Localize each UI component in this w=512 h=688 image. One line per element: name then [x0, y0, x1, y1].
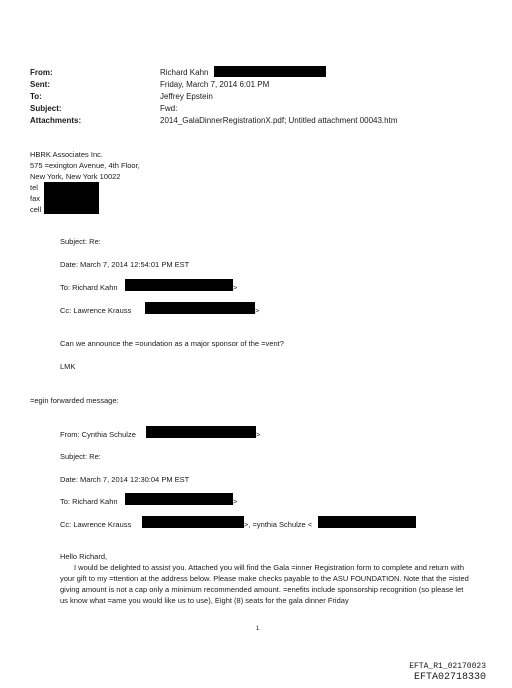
- redaction-box: [44, 182, 99, 214]
- msg1-to: To: Richard Kahn: [60, 283, 118, 292]
- attachments-value: 2014_GalaDinnerRegistrationX.pdf; Untitled attachment 00043.htm: [160, 116, 398, 125]
- to-label: To:: [30, 92, 42, 101]
- redaction-box: [145, 302, 255, 314]
- msg2-from: From: Cynthia Schulze: [60, 430, 136, 439]
- msg1-body: Can we announce the =oundation as a major sponsor of the =vent?: [60, 339, 284, 348]
- msg2-subject: Subject: Re:: [60, 452, 101, 461]
- from-label: From:: [30, 68, 53, 77]
- attachments-label: Attachments:: [30, 116, 82, 125]
- redaction-box: [318, 516, 416, 528]
- redaction-box: [214, 66, 326, 77]
- sent-label: Sent:: [30, 80, 50, 89]
- to-value: Jeffrey Epstein: [160, 92, 213, 101]
- subject-label: Subject:: [30, 104, 62, 113]
- redaction-box: [125, 279, 233, 291]
- msg2-cc: Cc: Lawrence Krauss: [60, 520, 132, 529]
- footer-id-large: EFTA02718330: [413, 672, 486, 683]
- redaction-box: [146, 426, 256, 438]
- forward-header: =egin forwarded message:: [30, 396, 119, 405]
- signature-tel: tel: [30, 183, 38, 192]
- sent-value: Friday, March 7, 2014 6:01 PM: [160, 80, 270, 89]
- msg2-body: I would be delighted to assist you. Attached you will find the Gala =inner Registration form to complete and return with your gift to my =ttention at the address below. Please make checks payable to the ASU FOUNDATION. Note that the =isted giving amount is not a cap only a minimum recommended amount. =enefits include sponsorship recognition (so please let us know what =ame you would like us to use), Eight (8) seats for the gala dinner Friday: [60, 563, 469, 605]
- signature-address1: 575 =exington Avenue, 4th Floor,: [30, 161, 140, 170]
- footer-id-small: EFTA_R1_02170023: [409, 662, 486, 671]
- signature-address2: New York, New York 10022: [30, 172, 121, 181]
- msg1-date: Date: March 7, 2014 12:54:01 PM EST: [60, 260, 190, 269]
- redaction-box: [142, 516, 244, 528]
- msg2-greeting: Hello Richard,: [60, 552, 108, 561]
- page-number: 1: [256, 626, 260, 632]
- msg1-sign: LMK: [60, 362, 76, 371]
- angle-bracket: >: [233, 283, 238, 292]
- msg1-subject: Subject: Re:: [60, 237, 101, 246]
- msg2-cc2: >, =ynthia Schulze <: [244, 520, 313, 529]
- msg1-cc: Cc: Lawrence Krauss: [60, 306, 132, 315]
- redaction-box: [125, 493, 233, 505]
- angle-bracket: >: [256, 430, 261, 439]
- signature-company: HBRK Associates Inc.: [30, 150, 103, 159]
- signature-cell: cell: [30, 205, 42, 214]
- msg2-date: Date: March 7, 2014 12:30:04 PM EST: [60, 475, 190, 484]
- angle-bracket: >: [255, 306, 260, 315]
- from-value: Richard Kahn: [160, 68, 209, 77]
- msg2-to: To: Richard Kahn: [60, 497, 118, 506]
- signature-fax: fax: [30, 194, 41, 203]
- angle-bracket: >: [233, 497, 238, 506]
- subject-value: Fwd:: [160, 104, 178, 113]
